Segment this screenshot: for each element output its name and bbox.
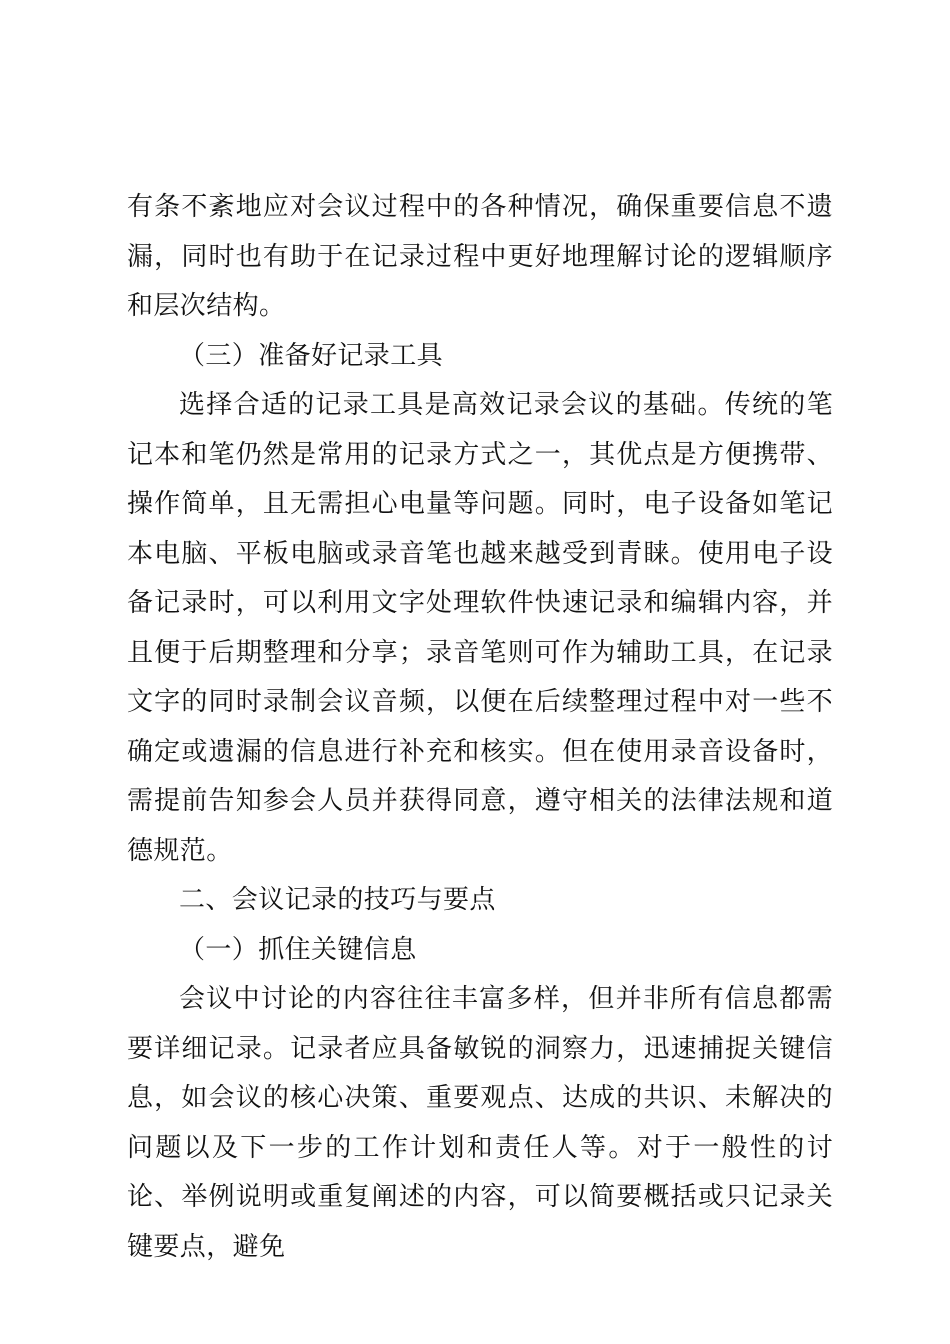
section-heading-key-info: （一）抓住关键信息 <box>179 934 417 965</box>
recording-tools-paragraph: 选择合适的记录工具是高效记录会议的基础。传统的笔记本和笔仍然是常用的记录方式之一，其优点是方便携带、操作简单，且无需担心电量等问题。同时，电子设备如笔记本电脑、平板电脑或录音笔也越来越受到青睐。使用电子设备记录时，可以利用文字处理软件快速记录和编辑内容，并且便于后期整理和分享；录音笔则可作为辅助工具，在记录文字的同时录制会议音频，以便在后续整理过程中对一些不确定或遗漏的信息进行补充和核实。但在使用录音设备时，需提前告知参会人员并获得同意，遵守相关的法律法规和道德规范。 <box>127 390 833 866</box>
chapter-heading-techniques: 二、会议记录的技巧与要点 <box>179 885 496 915</box>
continuation-paragraph: 有条不紊地应对会议过程中的各种情况，确保重要信息不遗漏，同时也有助于在记录过程中更好地理解讨论的逻辑顺序和层次结构。 <box>127 192 833 321</box>
document-body <box>127 183 833 1272</box>
key-info-paragraph: 会议中讨论的内容往往丰富多样，但并非所有信息都需要详细记录。记录者应具备敏锐的洞察力，迅速捕捉关键信息，如会议的核心决策、重要观点、达成的共识、未解决的问题以及下一步的工作计划和责任人等。对于一般性的讨论、举例说明或重复阐述的内容，可以简要概括或只记录关键要点，避免 <box>127 984 833 1262</box>
section-heading-prepare-tools: （三）准备好记录工具 <box>179 340 444 371</box>
